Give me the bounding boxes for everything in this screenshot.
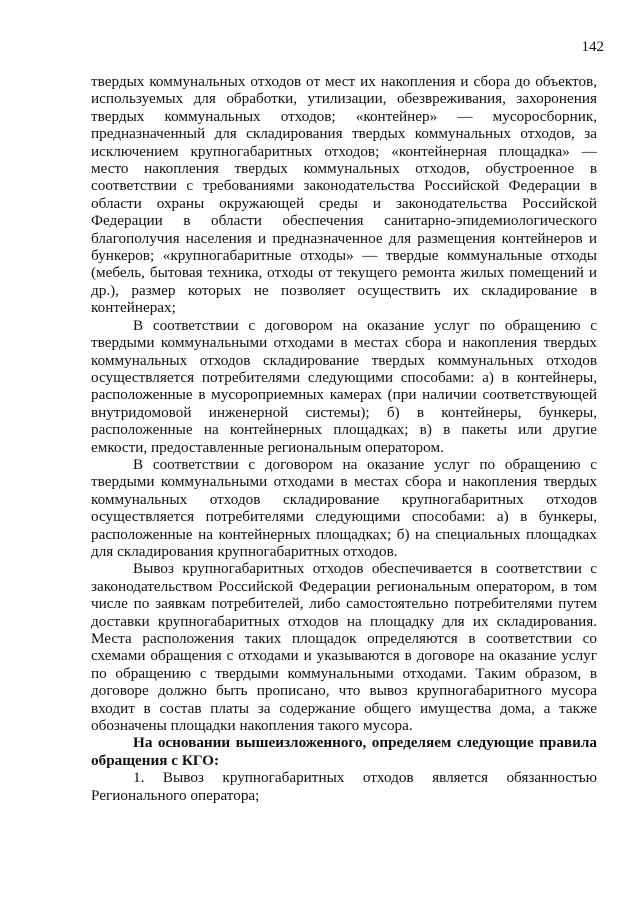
list-item-1: 1. Вывоз крупногабаритных отходов является обязанностью Регионального оператора; xyxy=(91,769,597,804)
paragraph-tko-storage: В соответствии с договором на оказание услуг по обращению с твердыми коммунальными отходами в местах сбора и накопления твердых коммунальных отходов складирование твердых коммунальных отходов осуществляется потребителями следующими способами: а) в контейнеры, расположенные в мусороприемных камерах (при наличии соответствующей внутридомовой инженерной системы); б) в контейнеры, бункеры, расположенные на контейнерных площадках; в) в пакеты или другие емкости, предоставленные региональным оператором. xyxy=(91,316,597,456)
page-number: 142 xyxy=(581,39,604,55)
paragraph-definitions: твердых коммунальных отходов от мест их накопления и сбора до объектов, используемых для обработки, утилизации, обезвреживания, захоронения твердых коммунальных отходов; «контейнер» — мусоросборник, предназначенный для складирования твердых коммунальных отходов, за исключением крупногабаритных отходов; «контейнерная площадка» — место накопления твердых коммунальных отходов, обустроенное в соответствии с требованиями законодательства Российской Федерации в области охраны окружающей среды и законодательства Российской Федерации в области обеспечения санитарно-эпидемиологического благополучия населения и предназначенное для размещения контейнеров и бункеров; «крупногабаритные отходы» — твердые коммунальные отходы (мебель, бытовая техника, отходы от текущего ремонта жилых помещений и др.), размер которых не позволяет осуществить их складирование в контейнерах; xyxy=(91,73,597,317)
document-body xyxy=(91,73,597,804)
paragraph-kgo-removal: Вывоз крупногабаритных отходов обеспечивается в соответствии с законодательством Российской Федерации региональным оператором, в том числе по заявкам потребителей, либо самостоятельно потребителями путем доставки крупногабаритных отходов на площадку для их складирования. Места расположения таких площадок определяются в соответствии со схемами обращения с отходами и указываются в договоре на оказание услуг по обращению с твердыми коммунальными отходами. Таким образом, в договоре должно быть прописано, что вывоз крупногабаритного мусора входит в состав платы за содержание общего имущества дома, а также обозначены площадки накопления такого мусора. xyxy=(91,560,597,735)
paragraph-rules-heading: На основании вышеизложенного, определяем следующие правила обращения с КГО: xyxy=(91,734,597,769)
paragraph-kgo-storage: В соответствии с договором на оказание услуг по обращению с твердыми коммунальными отходами в местах сбора и накопления твердых коммунальных отходов складирование крупногабаритных отходов осуществляется потребителями следующими способами: а) в бункеры, расположенные на контейнерных площадках; б) на специальных площадках для складирования крупногабаритных отходов. xyxy=(91,455,597,560)
